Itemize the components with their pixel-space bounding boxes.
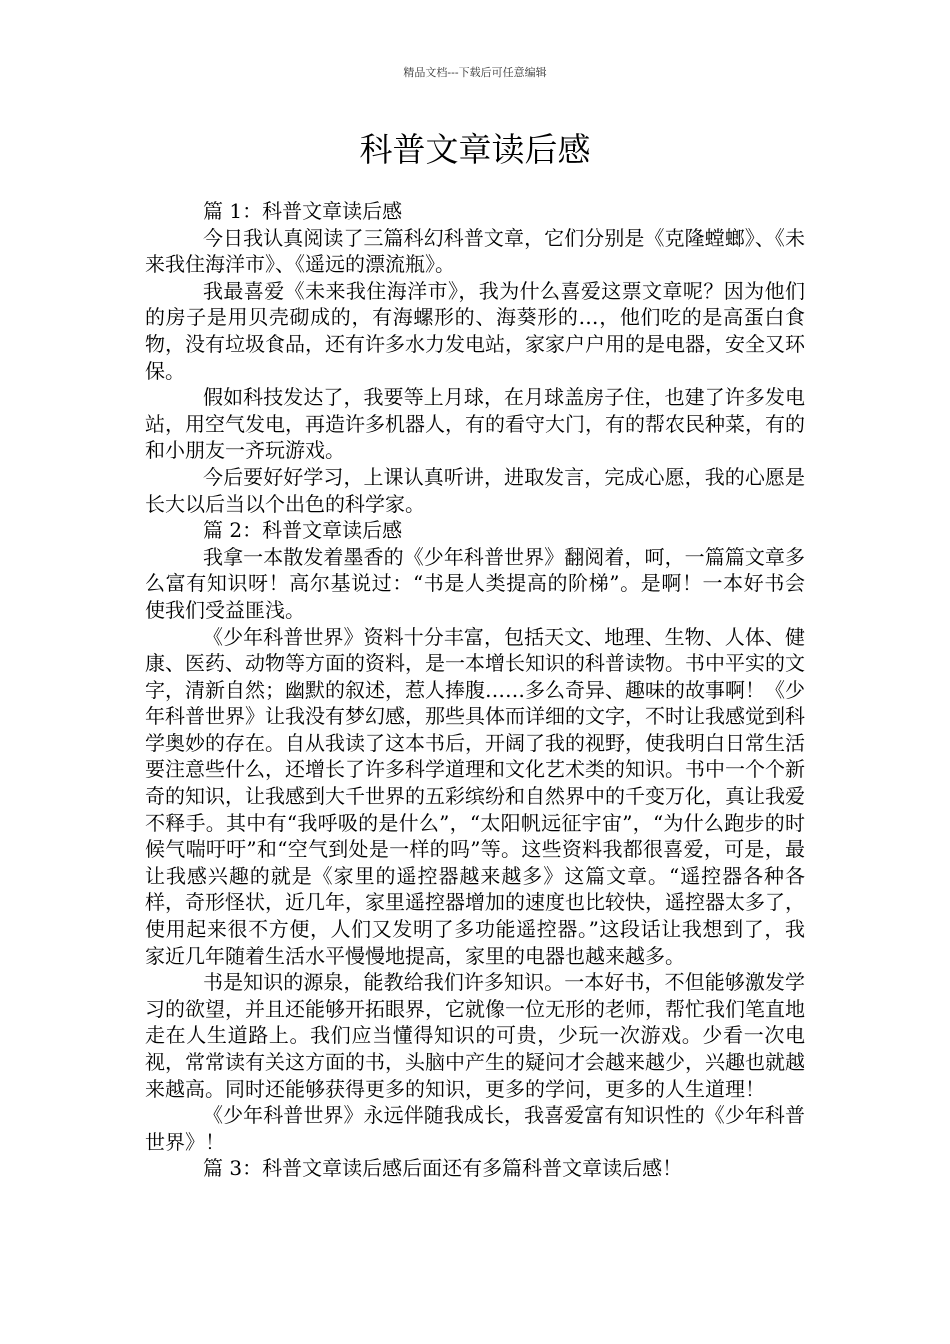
paragraph: 《少年科普世界》永远伴随我成长，我喜爱富有知识性的《少年科普世界》！ xyxy=(145,1103,805,1154)
paragraph: 我拿一本散发着墨香的《少年科普世界》翻阅着，呵，一篇篇文章多么富有知识呀！高尔基说过：“书是人类提高的阶梯”。是啊！一本好书会使我们受益匪浅。 xyxy=(145,544,805,622)
paragraph: 今后要好好学习，上课认真听讲，进取发言，完成心愿，我的心愿是长大以后当以个出色的科学家。 xyxy=(145,464,805,516)
section-heading-2: 篇 2：科普文章读后感 xyxy=(203,518,403,543)
paragraph: 《少年科普世界》资料十分丰富，包括天文、地理、生物、人体、健康、医药、动物等方面的资料，是一本增长知识的科普读物。书中平实的文字，清新自然；幽默的叙述，惹人捧腹……多么奇异、趣味的故事啊！《少年科普世界》让我没有梦幻感，那些具体而详细的文字，不时让我感觉到科学奥妙的存在。自从我读了这本书后，开阔了我的视野，使我明白日常生活要注意些什么，还增长了许多科学道理和文化艺术类的知识。书中一个个新奇的知识，让我感到大千世界的五彩缤纷和自然界中的千变万化，真让我爱不释手。其中有“我呼吸的是什么”，“太阳帆远征宇宙”，“为什么跑步的时候气喘吁吁”和“空气到处是一样的吗”等。这些资料我都很喜爱，可是，最让我感兴趣的就是《家里的遥控器越来越多》这篇文章。“遥控器各种各样，奇形怪状，近几年，家里遥控器增加的速度也比较快，遥控器太多了，使用起来很不方便，人们又发明了多功能遥控器。”这段话让我想到了，我家近几年随着生活水平慢慢地提高，家里的电器也越来越多。 xyxy=(145,624,805,968)
paragraph: 假如科技发达了，我要等上月球，在月球盖房子住，也建了许多发电站，用空气发电，再造许多机器人，有的看守大门，有的帮农民种菜，有的和小朋友一齐玩游戏。 xyxy=(145,385,805,463)
document-body xyxy=(145,198,805,1182)
paragraph: 我最喜爱《未来我住海洋市》，我为什么喜爱这票文章呢？因为他们的房子是用贝壳砌成的，有海螺形的、海葵形的…，他们吃的是高蛋白食物，没有垃圾食品，还有许多水力发电站，家家户户用的是电器，安全又环保。 xyxy=(145,278,805,383)
header-note: 精品文档---下载后可任意编辑 xyxy=(403,66,547,79)
document-title: 科普文章读后感 xyxy=(359,130,591,169)
section-heading-1: 篇 1：科普文章读后感 xyxy=(203,199,403,223)
paragraph: 书是知识的源泉，能教给我们许多知识。一本好书，不但能够激发学习的欲望，并且还能够开拓眼界，它就像一位无形的老师，帮忙我们笔直地走在人生道路上。我们应当懂得知识的可贵，少玩一次游戏。少看一次电视，常常读有关这方面的书，头脑中产生的疑问才会越来越少，兴趣也就越来越高。同时还能够获得更多的知识，更多的学问，更多的人生道理！ xyxy=(145,970,805,1101)
paragraph: 今日我认真阅读了三篇科幻科普文章，它们分别是《克隆螳螂》、《未来我住海洋市》、《遥远的漂流瓶》。 xyxy=(145,225,805,277)
section-heading-3: 篇 3：科普文章读后感后面还有多篇科普文章读后感！ xyxy=(203,1156,683,1181)
